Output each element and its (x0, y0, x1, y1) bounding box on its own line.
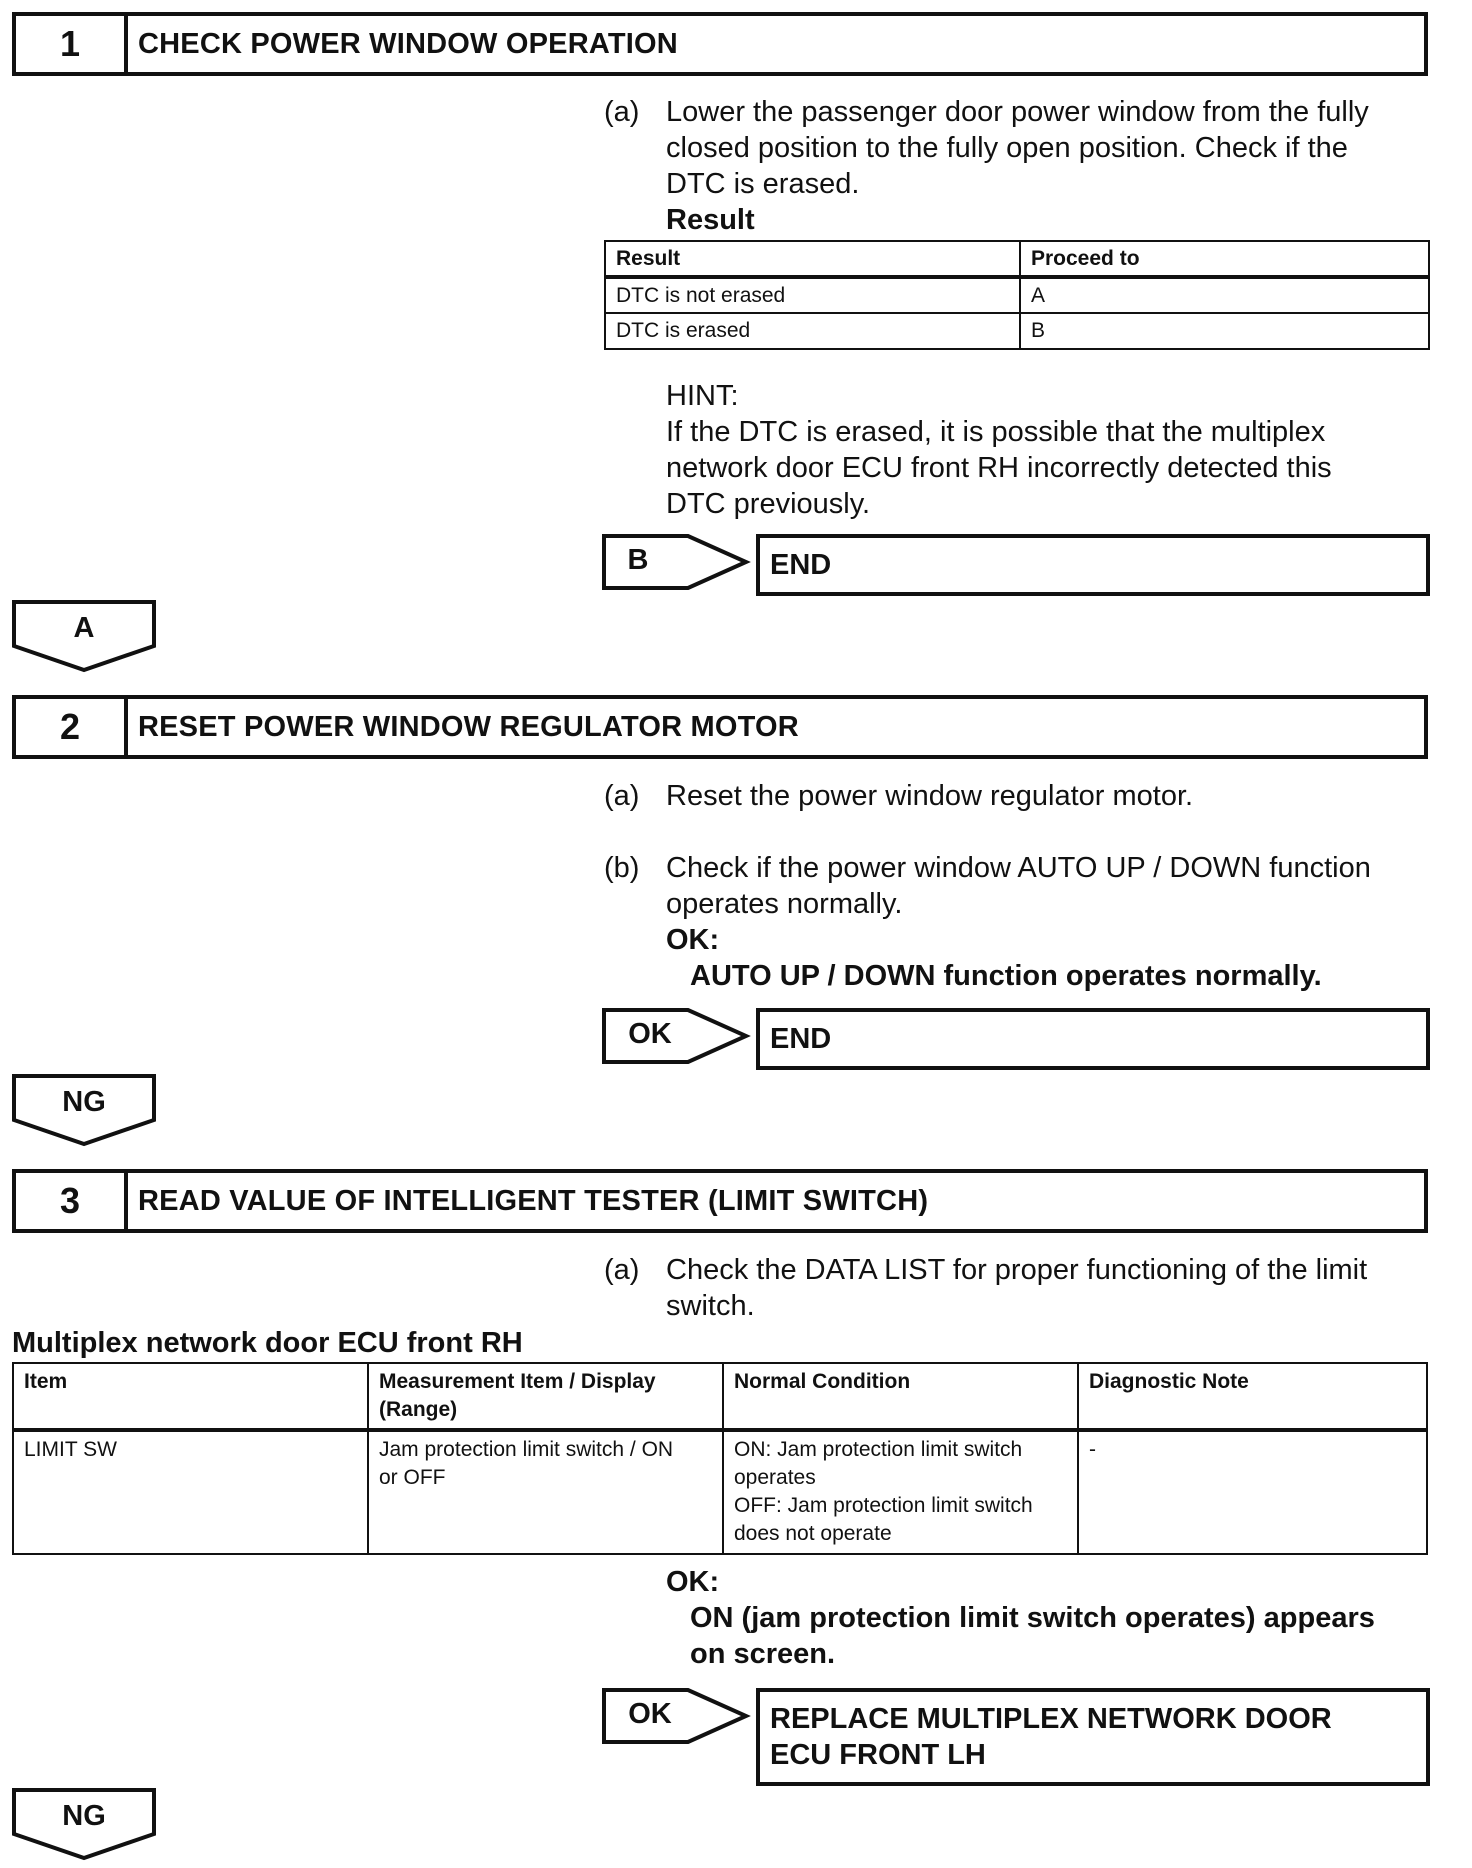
table-row (605, 313, 1429, 349)
text-line: network door ECU front RH incorrectly detected this (666, 452, 1332, 484)
step-title: READ VALUE OF INTELLIGENT TESTER (LIMIT SWITCH) (138, 1184, 929, 1217)
column-header: Proceed to (1020, 241, 1429, 277)
step-3-instruction-a (604, 1252, 1434, 1328)
end-box: END (756, 534, 1430, 596)
text-line: DTC previously. (666, 488, 871, 520)
step-3-header (12, 1169, 1428, 1233)
step-2-instruction-b (604, 850, 1434, 926)
step-2-instruction-a (604, 778, 1434, 818)
text-line: DTC is erased. (666, 168, 860, 200)
step-title: RESET POWER WINDOW REGULATOR MOTOR (138, 710, 799, 743)
table-cell (723, 1430, 1078, 1554)
table-cell (368, 1430, 723, 1554)
instruction-text (666, 850, 1371, 922)
branch-label: B (627, 544, 649, 576)
hint-label: HINT: (666, 380, 739, 412)
down-arrow-label: A (73, 612, 95, 644)
ok-criteria: AUTO UP / DOWN function operates normally. (690, 960, 1322, 992)
text-line: closed position to the fully open position. Check if the (666, 132, 1348, 164)
data-list-title: Multiplex network door ECU front RH (12, 1327, 523, 1359)
step-1-header (12, 12, 1428, 76)
text-line: ECU FRONT LH (770, 1739, 986, 1771)
column-header: Normal Condition (723, 1363, 1078, 1430)
text-line: ON (jam protection limit switch operates) appears (690, 1602, 1375, 1634)
ok-label: OK: (666, 924, 720, 956)
table-header-row (605, 241, 1429, 277)
table-row (605, 277, 1429, 313)
cell-line: operates (734, 1466, 816, 1489)
column-header: Measurement Item / Display (Range) (368, 1363, 723, 1430)
column-header: Diagnostic Note (1078, 1363, 1427, 1430)
table-cell: DTC is not erased (605, 277, 1020, 313)
instruction-text: Reset the power window regulator motor. (666, 780, 1194, 812)
table-header-row (13, 1363, 1427, 1430)
cell-line: ON: Jam protection limit switch (734, 1438, 1023, 1461)
instruction-label: (a) (604, 96, 640, 128)
table-cell: LIMIT SW (13, 1430, 368, 1554)
branch-label: OK (628, 1018, 672, 1050)
cell-line: or OFF (379, 1466, 446, 1489)
ok-criteria (690, 1600, 1450, 1672)
instruction-text (666, 1252, 1367, 1324)
table-cell: - (1078, 1430, 1427, 1554)
table-cell: A (1020, 277, 1429, 313)
down-arrow-label: NG (62, 1800, 106, 1832)
text-line: on screen. (690, 1638, 836, 1670)
table-cell: B (1020, 313, 1429, 349)
instruction-label: (a) (604, 780, 640, 812)
text-line: Check the DATA LIST for proper functioning of the limit (666, 1254, 1368, 1286)
text-line: switch. (666, 1290, 755, 1322)
result-table (604, 240, 1430, 350)
column-header: Item (13, 1363, 368, 1430)
text-line: Check if the power window AUTO UP / DOWN function (666, 852, 1371, 884)
step-number: 3 (16, 1173, 128, 1229)
instruction-label: (b) (604, 852, 640, 884)
cell-line: OFF: Jam protection limit switch (734, 1494, 1033, 1517)
step-2-header (12, 695, 1428, 759)
instruction-label: (a) (604, 1254, 640, 1286)
instruction-text (666, 94, 1369, 202)
step-number: 1 (16, 16, 128, 72)
branch-label: OK (628, 1698, 672, 1730)
text-line: operates normally. (666, 888, 903, 920)
end-box: END (756, 1008, 1430, 1070)
column-header: Result (605, 241, 1020, 277)
data-list-table (12, 1362, 1428, 1555)
step-1-instruction-a (604, 94, 1434, 204)
text-line: If the DTC is erased, it is possible that the multiplex (666, 416, 1326, 448)
table-row (13, 1430, 1427, 1554)
hint-block (666, 378, 1436, 522)
step-title: CHECK POWER WINDOW OPERATION (138, 27, 678, 60)
text-line: REPLACE MULTIPLEX NETWORK DOOR (770, 1703, 1332, 1735)
cell-line: Jam protection limit switch / ON (379, 1438, 674, 1461)
table-cell: DTC is erased (605, 313, 1020, 349)
text-line: Lower the passenger door power window from the fully (666, 96, 1369, 128)
ok-label: OK: (666, 1566, 720, 1598)
result-heading: Result (666, 204, 755, 236)
cell-line: does not operate (734, 1522, 892, 1545)
replace-ecu-box (756, 1688, 1430, 1786)
step-number: 2 (16, 699, 128, 755)
down-arrow-label: NG (62, 1086, 106, 1118)
